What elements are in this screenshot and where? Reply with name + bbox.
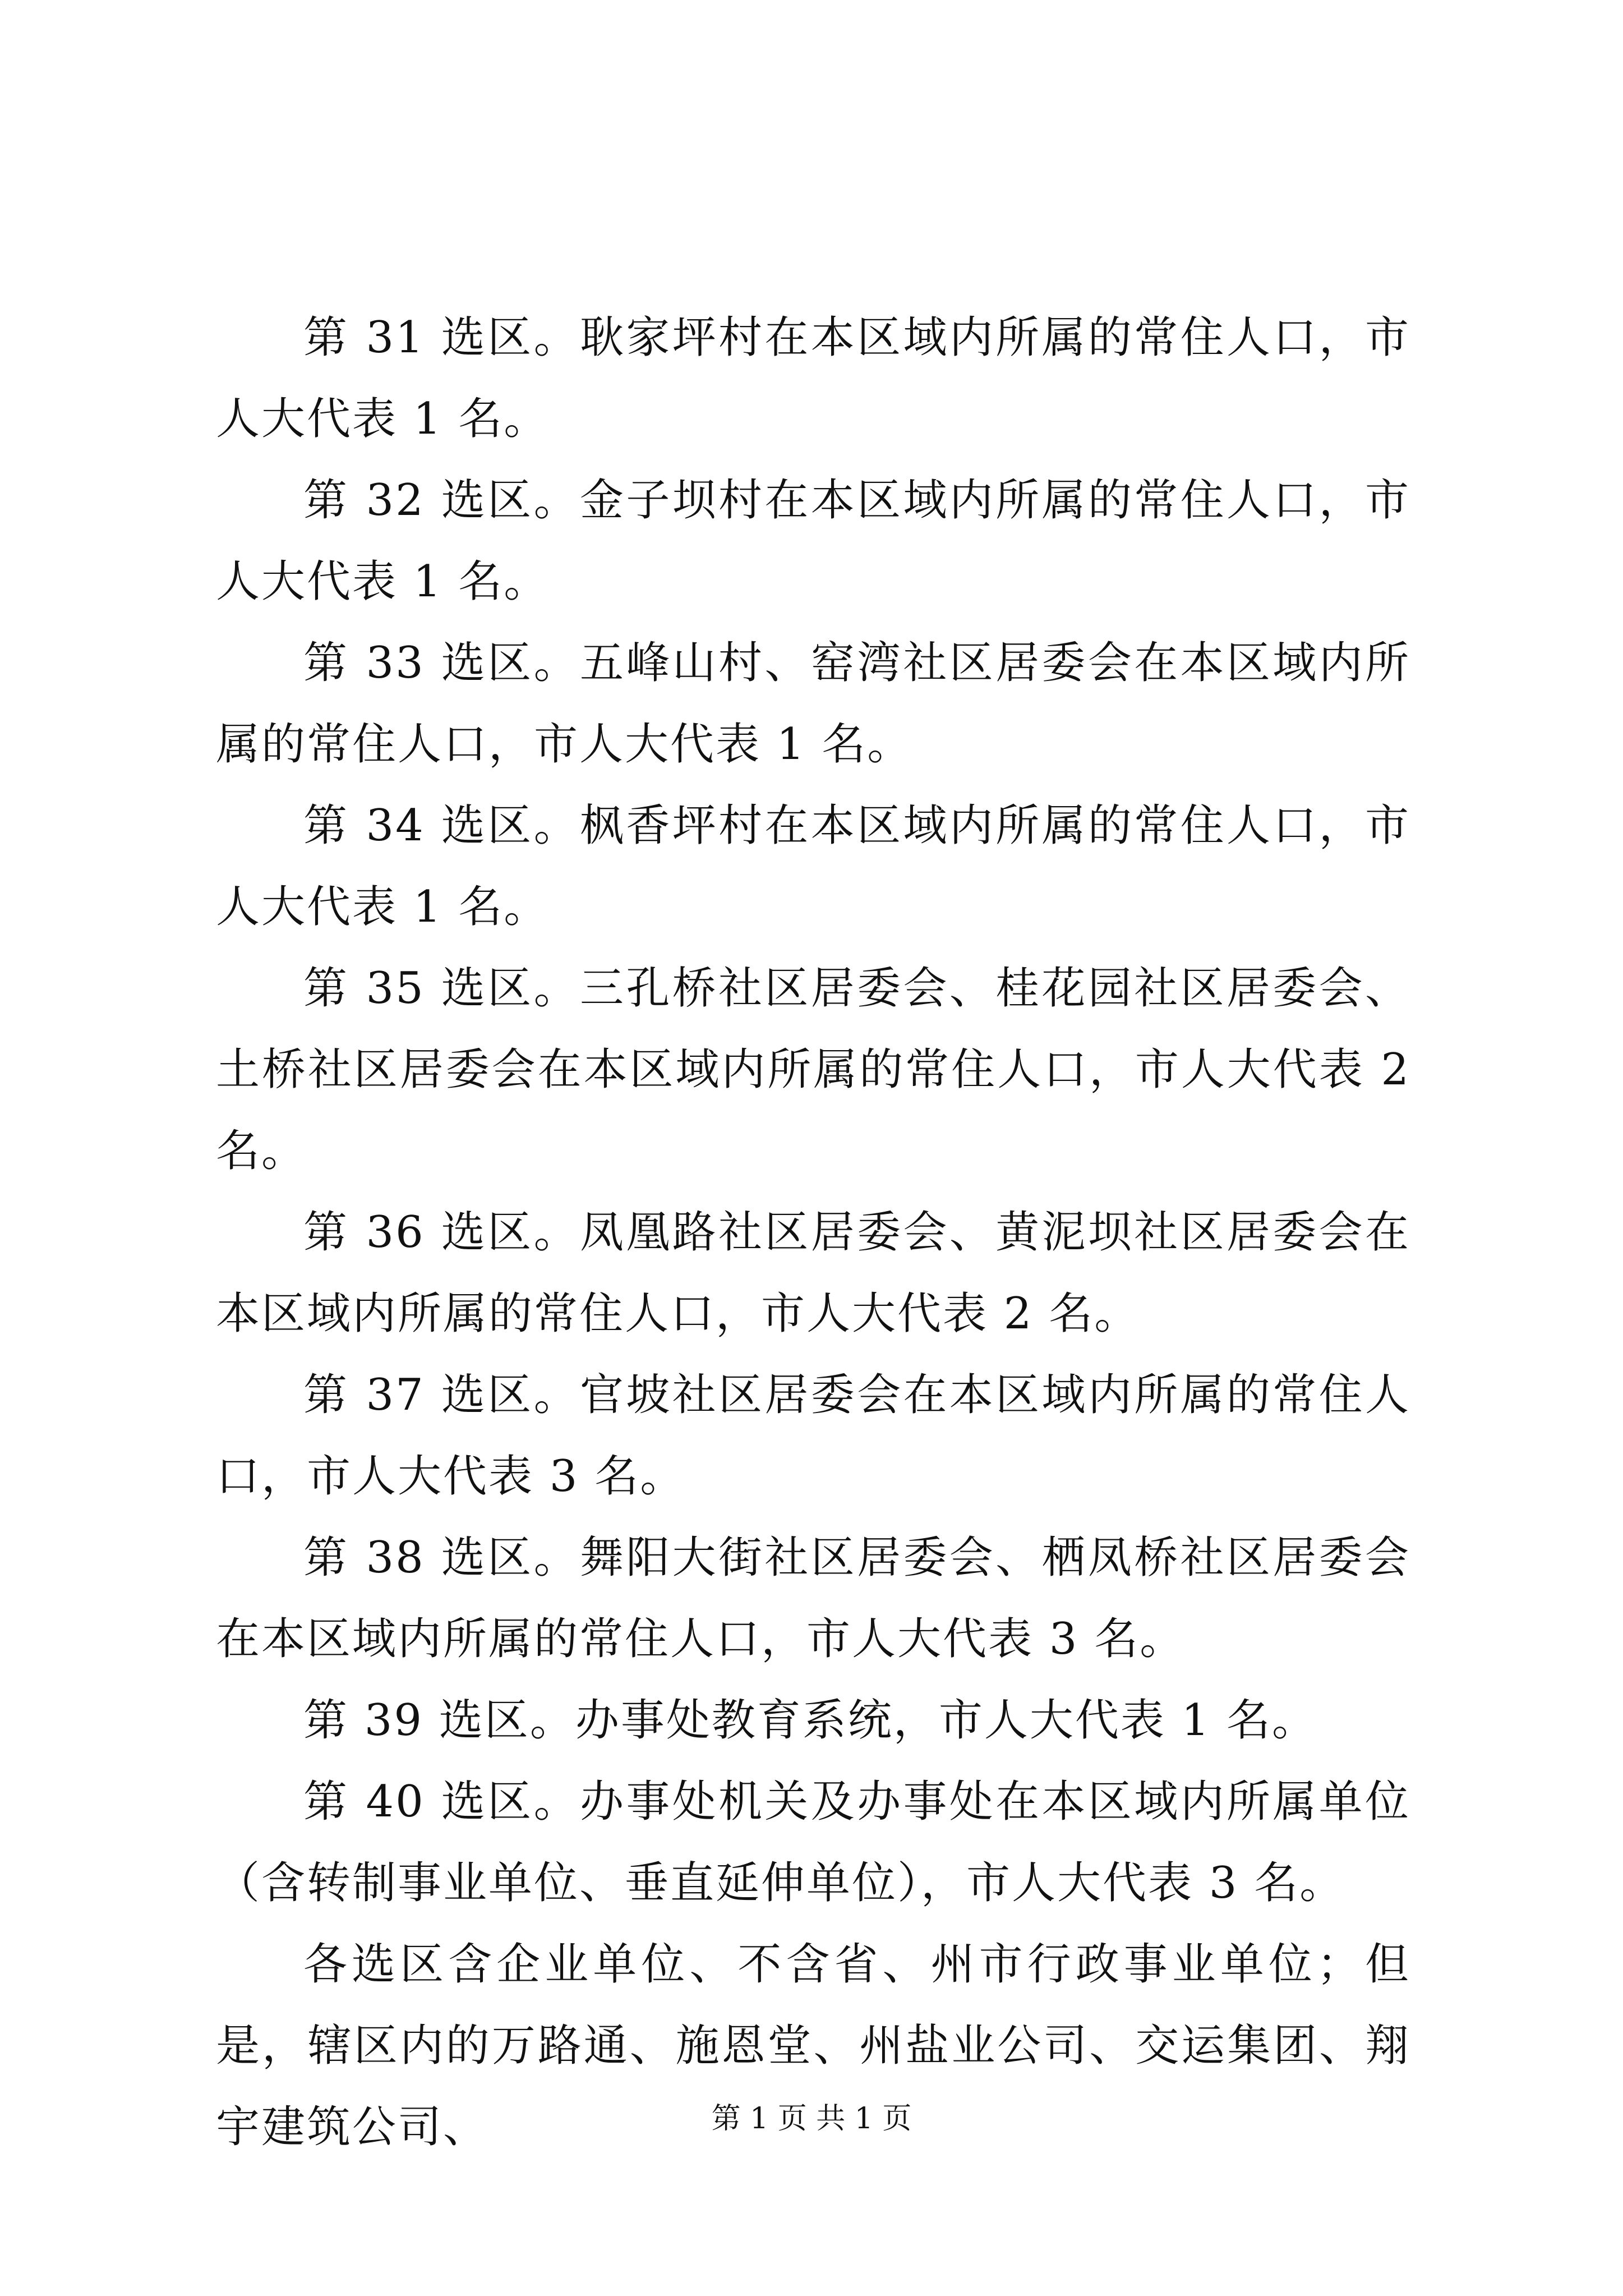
paragraph-district-39: 第 39 选区。办事处教育系统，市人大代表 1 名。 bbox=[303, 1695, 1318, 1746]
paragraph-district-38: 第 38 选区。舞阳大街社区居委会、栖凤桥社区居委会在本区域内所属的常住人口，市人大代表 3 名。 bbox=[216, 1533, 1410, 1664]
paragraph-district-35: 第 35 选区。三孔桥社区居委会、桂花园社区居委会、土桥社区居委会在本区域内所属的常住人口，市人大代表 2 名。 bbox=[216, 963, 1410, 1176]
page-number-footer: 第 1 页 共 1 页 bbox=[711, 2102, 912, 2136]
paragraph-district-34: 第 34 选区。枫香坪村在本区域内所属的常住人口，市人大代表 1 名。 bbox=[216, 800, 1410, 932]
document-body bbox=[216, 297, 1410, 2168]
paragraph-district-37: 第 37 选区。官坡社区居委会在本区域内所属的常住人口，市人大代表 3 名。 bbox=[216, 1370, 1410, 1502]
paragraph-district-31: 第 31 选区。耿家坪村在本区域内所属的常住人口，市人大代表 1 名。 bbox=[216, 312, 1410, 444]
paragraph-district-33: 第 33 选区。五峰山村、窑湾社区居委会在本区域内所属的常住人口，市人大代表 1 名。 bbox=[216, 638, 1410, 770]
paragraph-district-36: 第 36 选区。凤凰路社区居委会、黄泥坝社区居委会在本区域内所属的常住人口，市人大代表 2 名。 bbox=[216, 1207, 1410, 1339]
paragraph-district-40: 第 40 选区。办事处机关及办事处在本区域内所属单位（含转制事业单位、垂直延伸单位），市人大代表 3 名。 bbox=[216, 1777, 1410, 1908]
paragraph-district-32: 第 32 选区。金子坝村在本区域内所属的常住人口，市人大代表 1 名。 bbox=[216, 475, 1410, 607]
paragraph-notes: 各选区含企业单位、不含省、州市行政事业单位；但是，辖区内的万路通、施恩堂、州盐业公司、交运集团、翔宇建筑公司、 bbox=[216, 1939, 1410, 2152]
